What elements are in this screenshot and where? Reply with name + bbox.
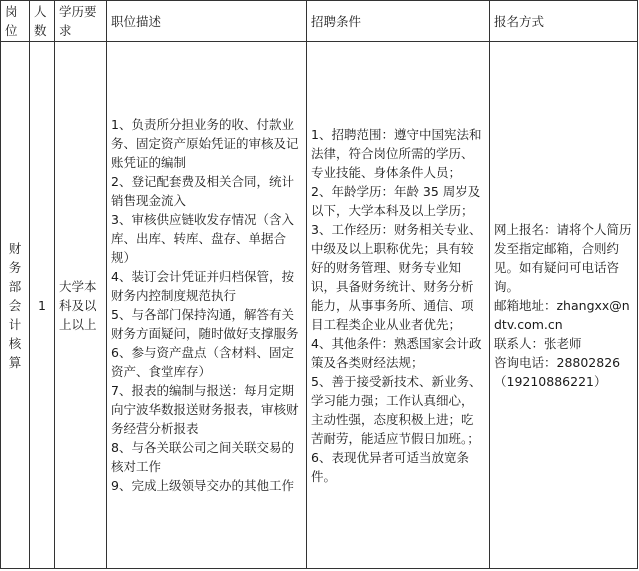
description-item: 6、参与资产盘点（含材料、固定资产、食堂库存） bbox=[111, 345, 294, 379]
description-item: 8、与各关联公司之间关联交易的核对工作 bbox=[111, 440, 294, 474]
job-row bbox=[1, 42, 638, 569]
description-item: 3、审核供应链收发存情况（含入库、出库、转库、盘存、单据合规） bbox=[111, 212, 294, 265]
description-item: 9、完成上级领导交办的其他工作 bbox=[111, 478, 294, 493]
requirement-item: 5、善于接受新技术、新业务、学习能力强；工作认真细心，主动性强，态度积极上进；吃苦耐劳，能适应节假日加班。； bbox=[311, 373, 482, 446]
description-item: 1、负责所分担业务的收、付款业务、固定资产原始凭证的审核及记账凭证的编制 bbox=[111, 117, 299, 170]
header-education: 学历要求 bbox=[55, 1, 107, 42]
header-headcount: 人数 bbox=[30, 1, 55, 42]
requirement-item: 3、工作经历：财务相关专业、中级及以上职称优先；具有较好的财务管理、财务专业知识，具备财务统计、财务分析能力，从事事务所、通信、项目工程类企业从业者优先； bbox=[311, 221, 482, 332]
requirement-item: 4、其他条件：熟悉国家会计政策及各类财经法规； bbox=[311, 335, 482, 370]
description-item: 7、报表的编制与报送：每月定期向宁波华数报送财务报表，审核财务经营分析报表 bbox=[111, 383, 299, 436]
requirement-item: 6、表现优异者可适当放宽条件。 bbox=[311, 449, 469, 484]
cell-requirements bbox=[307, 42, 490, 569]
apply-contact-person: 联系人：张老师 bbox=[494, 335, 582, 351]
header-position: 岗位 bbox=[1, 1, 30, 42]
cell-headcount: 1 bbox=[30, 42, 55, 569]
description-item: 5、与各部门保持沟通，解答有关财务方面疑问，随时做好支撑服务 bbox=[111, 307, 299, 341]
cell-position: 财务部会计核算 bbox=[1, 42, 30, 569]
description-item: 4、装订会计凭证并归档保管，按财务内控制度规范执行 bbox=[111, 269, 294, 303]
cell-apply bbox=[490, 42, 638, 569]
cell-description bbox=[107, 42, 307, 569]
header-requirements: 招聘条件 bbox=[307, 1, 490, 42]
requirement-item: 2、年龄学历：年龄 35 周岁及以下，大学本科及以上学历； bbox=[311, 183, 481, 218]
requirement-item: 1、招聘范围：遵守中国宪法和法律，符合岗位所需的学历、专业技能、身体条件人员； bbox=[311, 126, 482, 180]
header-apply: 报名方式 bbox=[490, 1, 638, 42]
apply-phone: 咨询电话：28802826（19210886221） bbox=[494, 354, 621, 389]
header-row bbox=[1, 1, 638, 42]
apply-instructions: 网上报名：请将个人简历发至指定邮箱，合则约见。如有疑问可电话咨询。 bbox=[494, 221, 632, 294]
apply-email[interactable]: 邮箱地址：zhangxx@ndtv.com.cn bbox=[494, 297, 630, 332]
cell-education: 大学本科及以上以上 bbox=[55, 42, 107, 569]
header-description: 职位描述 bbox=[107, 1, 307, 42]
description-item: 2、登记配套费及相关合同，统计销售现金流入 bbox=[111, 174, 294, 208]
